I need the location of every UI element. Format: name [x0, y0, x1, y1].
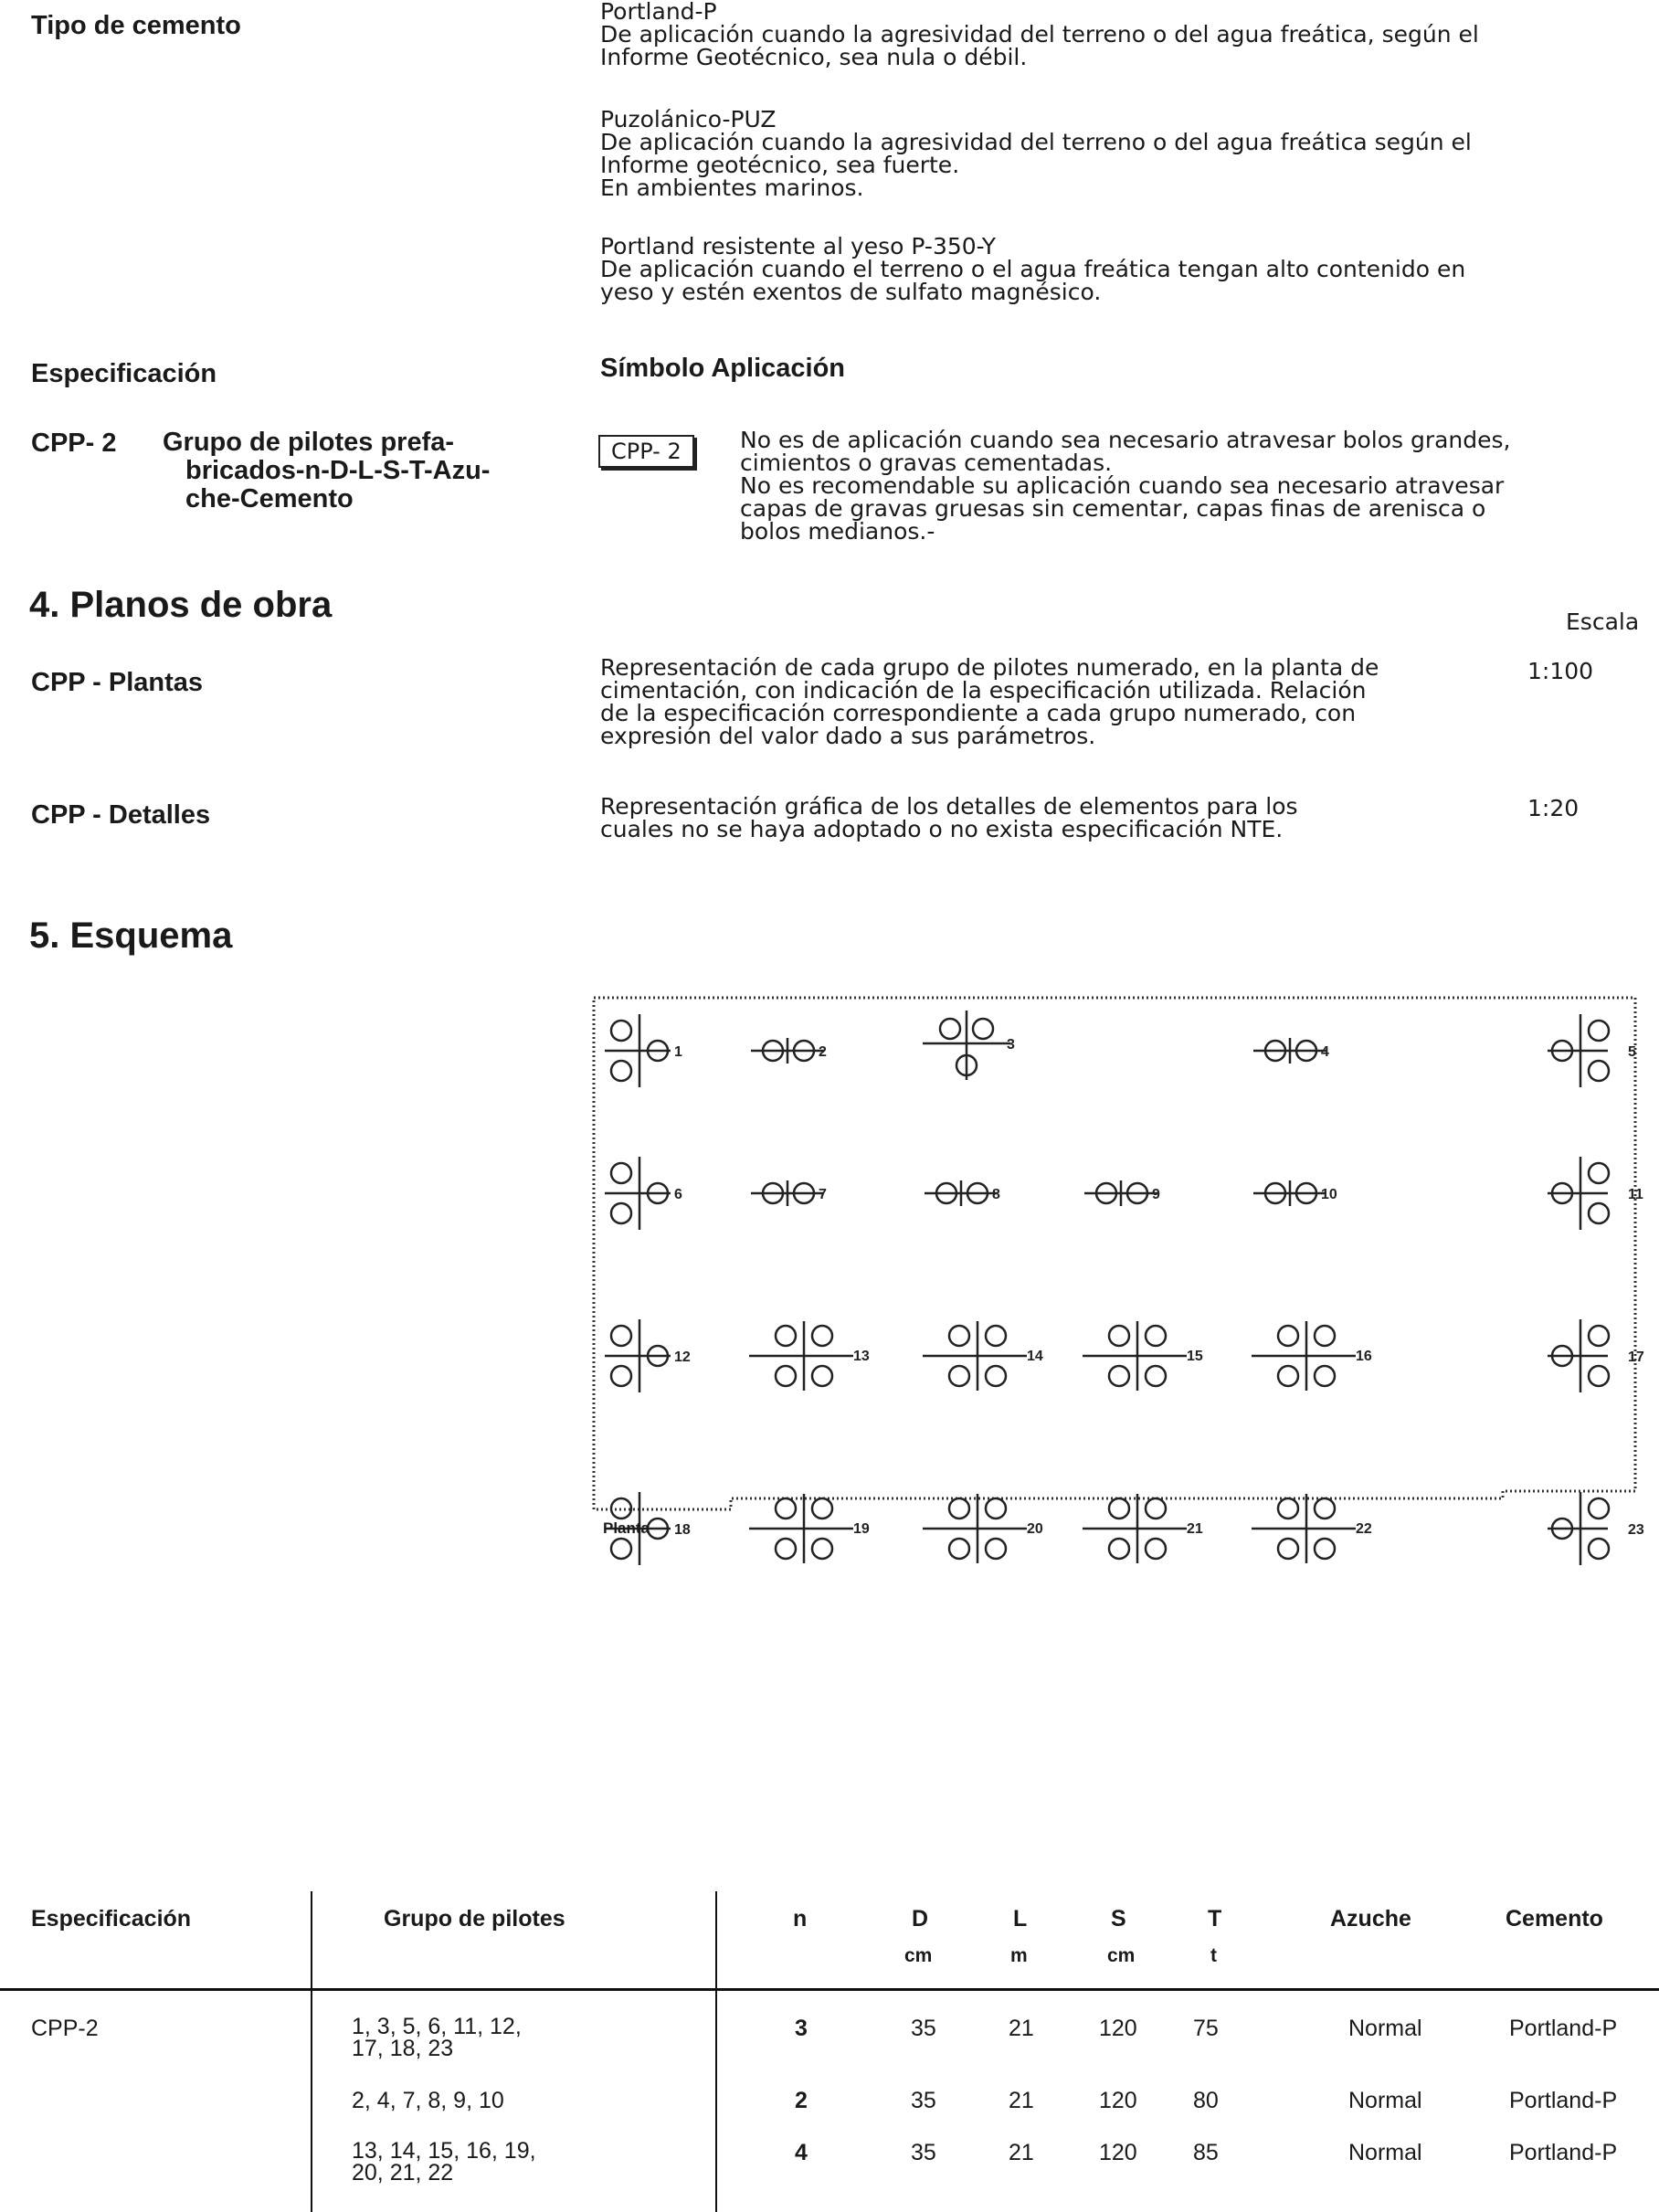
pile-circle: [1589, 1203, 1609, 1223]
text-line: che-Cemento: [185, 484, 354, 513]
pile-group: [1253, 1180, 1337, 1206]
unit-t: t: [1210, 1945, 1217, 1966]
cell-d: 35: [911, 2088, 936, 2113]
pile-circle: [812, 1366, 832, 1386]
pile-circle: [1315, 1498, 1335, 1519]
pile-circle: [1589, 1498, 1609, 1519]
cell-cemento: Portland-P: [1509, 2016, 1618, 2041]
pile-group: [1083, 1494, 1203, 1563]
pile-group: [1548, 1492, 1644, 1565]
text-line: expresión del valor dado a sus parámetros.: [600, 723, 1096, 749]
pile-circle: [1589, 1061, 1609, 1081]
pile-circle: [1109, 1498, 1129, 1519]
text-line: Representación gráfica de los detalles de elementos para los: [600, 793, 1298, 820]
cell-d: 35: [911, 2140, 936, 2165]
pile-circle: [1315, 1326, 1335, 1346]
pile-circle: [973, 1019, 993, 1039]
header-rule: [0, 1988, 1659, 1991]
pile-circle: [1146, 1539, 1166, 1559]
pile-circle: [949, 1366, 969, 1386]
col-header-t: T: [1208, 1906, 1222, 1932]
plantas-scale: 1:100: [1527, 658, 1594, 684]
text-line: No es recomendable su aplicación cuando sea necesario atravesar: [740, 472, 1505, 499]
pile-circle: [949, 1326, 969, 1346]
text-line: 17, 18, 23: [352, 2036, 454, 2061]
group-number: 1: [674, 1044, 682, 1060]
pile-circle: [940, 1019, 960, 1039]
cell-s: 120: [1099, 2088, 1137, 2113]
pile-circle: [1146, 1498, 1166, 1519]
col-header-d: D: [912, 1906, 929, 1932]
pile-circle: [1109, 1366, 1129, 1386]
text-line: Grupo de pilotes prefa-: [163, 428, 455, 457]
pile-circle: [949, 1539, 969, 1559]
group-number: 16: [1356, 1349, 1372, 1364]
pile-circle: [611, 1366, 631, 1386]
col-header-spec: Especificación: [31, 1906, 192, 1932]
group-number: 3: [1007, 1037, 1015, 1053]
text-line: Representación de cada grupo de pilotes numerado, en la planta de: [600, 654, 1379, 681]
cement-label: Tipo de cemento: [31, 11, 241, 40]
pile-circle: [986, 1498, 1006, 1519]
unit-d: cm: [904, 1945, 933, 1966]
pile-circle: [611, 1539, 631, 1559]
unit-l: m: [1010, 1945, 1028, 1966]
text-line: 20, 21, 22: [352, 2160, 454, 2186]
pile-group: [749, 1321, 870, 1391]
cell-cemento: Portland-P: [1509, 2140, 1618, 2165]
cell-n: 4: [795, 2140, 808, 2165]
col-header-s: S: [1111, 1906, 1126, 1932]
pile-circle: [1589, 1366, 1609, 1386]
pile-group: [923, 1321, 1043, 1391]
pile-circle: [986, 1539, 1006, 1559]
esquema-title: 5. Esquema: [29, 915, 233, 956]
pile-circle: [1146, 1366, 1166, 1386]
pile-group: [749, 1494, 870, 1563]
text-line: cimientos o gravas cementadas.: [740, 450, 1113, 476]
cement-item-portland: [600, 0, 1651, 69]
pile-group: [1083, 1321, 1203, 1391]
col-header-azuche: Azuche: [1330, 1906, 1411, 1932]
column-divider: [311, 1891, 312, 2212]
spec-label: Especificación: [31, 359, 217, 388]
text-line: de la especificación correspondiente a cada grupo numerado, con: [600, 700, 1357, 726]
cement-item-puzolanico: [600, 108, 1651, 199]
pile-circle: [986, 1326, 1006, 1346]
group-number: 9: [1152, 1187, 1160, 1202]
cell-d: 35: [911, 2016, 936, 2041]
pile-group: [751, 1180, 827, 1206]
pile-group: [923, 1494, 1043, 1563]
pile-group: [1253, 1038, 1329, 1064]
text-line: yeso y estén exentos de sulfato magnésico.: [600, 279, 1102, 305]
pile-circle: [1109, 1539, 1129, 1559]
group-number: 18: [674, 1522, 691, 1538]
group-number: 10: [1321, 1187, 1337, 1202]
group-number: 6: [674, 1187, 682, 1202]
cell-l: 21: [1009, 2140, 1034, 2165]
group-number: 13: [853, 1349, 870, 1364]
pile-circle: [1109, 1326, 1129, 1346]
pile-circle: [812, 1498, 832, 1519]
group-number: 8: [992, 1187, 1000, 1202]
cell-groups: [352, 2088, 504, 2114]
cement-item-yeso: [600, 235, 1651, 303]
pile-group: [1548, 1319, 1644, 1392]
text-line: No es de aplicación cuando sea necesario atravesar bolos grandes,: [740, 427, 1511, 453]
group-number: 21: [1187, 1521, 1203, 1537]
pile-circle: [611, 1326, 631, 1346]
pile-circle: [611, 1061, 631, 1081]
plan-caption: Planta: [603, 1519, 650, 1537]
cell-n: 3: [795, 2016, 808, 2041]
plantas-label: CPP - Plantas: [31, 668, 204, 697]
cell-azuche: Normal: [1348, 2016, 1422, 2041]
pile-circle: [1589, 1326, 1609, 1346]
pile-circle: [1589, 1539, 1609, 1559]
text-line: cimentación, con indicación de la especificación utilizada. Relación: [600, 677, 1367, 704]
planos-title: 4. Planos de obra: [29, 585, 333, 625]
text-line: Portland resistente al yeso P-350-Y: [600, 233, 996, 259]
building-outline: [594, 998, 1635, 1509]
pile-circle: [776, 1498, 796, 1519]
cell-t: 75: [1193, 2016, 1219, 2041]
spec-application: [740, 429, 1654, 543]
text-line: cuales no se haya adoptado o no exista especificación NTE.: [600, 816, 1284, 842]
detalles-label: CPP - Detalles: [31, 800, 211, 830]
pile-circle: [611, 1163, 631, 1183]
pile-group: [1548, 1157, 1643, 1230]
pile-circle: [986, 1366, 1006, 1386]
spec-description: [163, 429, 490, 513]
group-number: 5: [1628, 1044, 1636, 1060]
pile-group: [925, 1180, 1000, 1206]
parameters-table: [0, 1891, 1659, 2212]
pile-plan-diagram: [585, 987, 1659, 1572]
group-number: 7: [819, 1187, 827, 1202]
text-line: De aplicación cuando la agresividad del terreno o del agua freática, según el: [600, 21, 1479, 48]
cell-n: 2: [795, 2088, 808, 2113]
escala-label: Escala: [1566, 609, 1640, 635]
pile-circle: [1278, 1366, 1298, 1386]
pile-group: [605, 1157, 682, 1230]
pile-group: [605, 1014, 682, 1087]
text-line: Informe Geotécnico, sea nula o débil.: [600, 44, 1028, 70]
text-line: Informe geotécnico, sea fuerte.: [600, 152, 960, 178]
cell-l: 21: [1009, 2016, 1034, 2041]
text-line: capas de gravas gruesas sin cementar, capas finas de arenisca o: [740, 495, 1486, 522]
text-line: 2, 4, 7, 8, 9, 10: [352, 2088, 504, 2113]
spec-header: Símbolo Aplicación: [600, 354, 846, 383]
cell-cemento: Portland-P: [1509, 2088, 1618, 2113]
cell-azuche: Normal: [1348, 2140, 1422, 2165]
col-header-groups: Grupo de pilotes: [384, 1906, 565, 1932]
cell-t: 85: [1193, 2140, 1219, 2165]
pile-circle: [611, 1021, 631, 1041]
spec-symbol-badge: CPP- 2: [598, 435, 694, 468]
cell-l: 21: [1009, 2088, 1034, 2113]
group-number: 20: [1027, 1521, 1043, 1537]
text-line: bolos medianos.-: [740, 518, 935, 545]
pile-circle: [812, 1539, 832, 1559]
group-number: 15: [1187, 1349, 1203, 1364]
pile-circle: [812, 1326, 832, 1346]
col-header-cemento: Cemento: [1506, 1906, 1603, 1932]
pile-circle: [1315, 1366, 1335, 1386]
cell-s: 120: [1099, 2016, 1137, 2041]
pile-circle: [611, 1203, 631, 1223]
group-number: 19: [853, 1521, 870, 1537]
group-number: 22: [1356, 1521, 1372, 1537]
pile-group: [923, 1011, 1015, 1080]
group-number: 23: [1628, 1522, 1644, 1538]
group-number: 14: [1027, 1349, 1043, 1364]
text-line: Portland-P: [600, 0, 717, 25]
text-line: 1, 3, 5, 6, 11, 12,: [352, 2014, 522, 2039]
spec-code: CPP- 2: [31, 429, 117, 458]
pile-circle: [1278, 1498, 1298, 1519]
pile-group: [605, 1319, 691, 1392]
pile-group: [1548, 1014, 1636, 1087]
detalles-description: [600, 795, 1495, 841]
group-number: 17: [1628, 1349, 1644, 1365]
text-line: 13, 14, 15, 16, 19,: [352, 2138, 536, 2164]
pile-circle: [1146, 1326, 1166, 1346]
pile-circle: [1589, 1163, 1609, 1183]
text-line: bricados-n-D-L-S-T-Azu-: [185, 456, 491, 485]
pile-circle: [949, 1498, 969, 1519]
col-header-l: L: [1013, 1906, 1028, 1932]
text-line: De aplicación cuando el terreno o el agua freática tengan alto contenido en: [600, 256, 1466, 282]
text-line: En ambientes marinos.: [600, 175, 864, 201]
cell-t: 80: [1193, 2088, 1219, 2113]
pile-group: [751, 1038, 827, 1064]
pile-circle: [1278, 1326, 1298, 1346]
detalles-scale: 1:20: [1527, 795, 1580, 821]
group-number: 2: [819, 1044, 827, 1060]
pile-group: [1084, 1180, 1160, 1206]
group-number: 11: [1628, 1187, 1643, 1202]
cell-azuche: Normal: [1348, 2088, 1422, 2113]
cell-spec: CPP-2: [31, 2016, 99, 2041]
cell-groups: [352, 2016, 522, 2059]
group-number: 12: [674, 1349, 691, 1365]
unit-s: cm: [1107, 1945, 1136, 1966]
pile-group: [1252, 1321, 1372, 1391]
pile-circle: [1589, 1021, 1609, 1041]
column-divider: [715, 1891, 717, 2212]
text-line: De aplicación cuando la agresividad del terreno o del agua freática según el: [600, 129, 1472, 155]
pile-circle: [776, 1366, 796, 1386]
cell-groups: [352, 2140, 536, 2184]
cell-s: 120: [1099, 2140, 1137, 2165]
pile-circle: [1278, 1539, 1298, 1559]
pile-circle: [776, 1326, 796, 1346]
group-number: 4: [1321, 1044, 1329, 1060]
pile-groups: [605, 1011, 1644, 1565]
plantas-description: [600, 656, 1495, 747]
pile-circle: [1315, 1539, 1335, 1559]
pile-group: [1252, 1494, 1372, 1563]
col-header-n: n: [793, 1906, 808, 1932]
pile-circle: [776, 1539, 796, 1559]
text-line: Puzolánico-PUZ: [600, 106, 777, 132]
